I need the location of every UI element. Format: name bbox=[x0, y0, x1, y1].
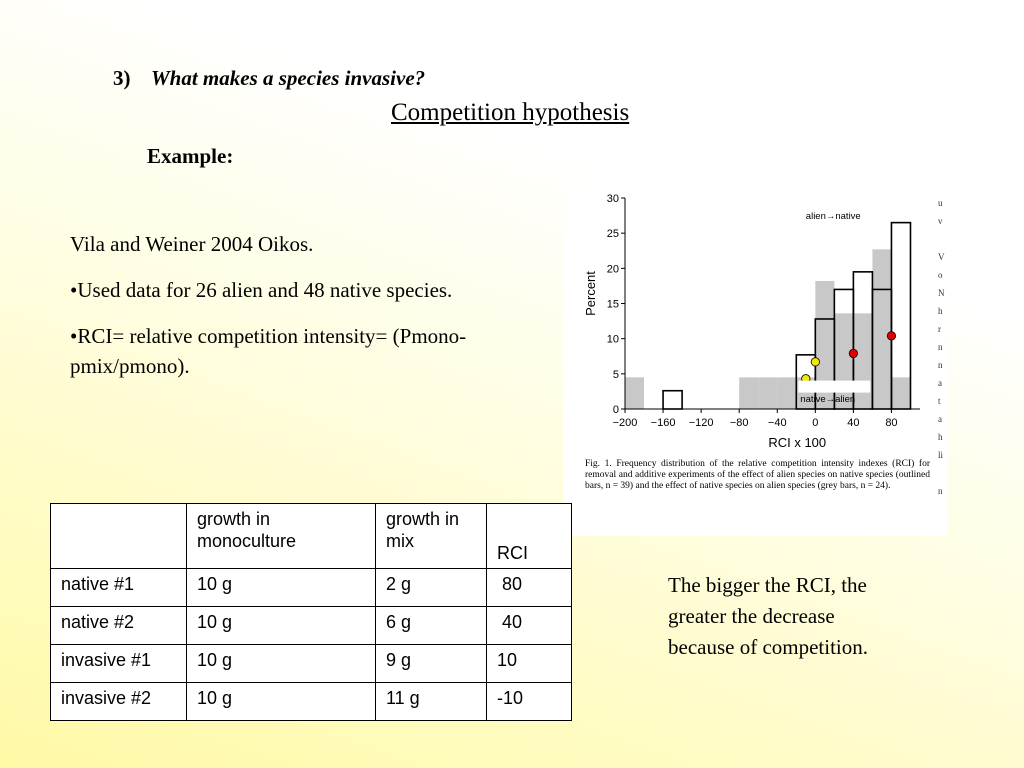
table-cell: native #2 bbox=[51, 607, 187, 645]
grey-bar bbox=[872, 249, 891, 409]
legend-alien-native: alien→native bbox=[805, 211, 861, 223]
y-tick-label: 20 bbox=[606, 263, 619, 276]
table-cell: 6 g bbox=[376, 607, 487, 645]
y-axis-label: Percent bbox=[583, 271, 598, 316]
table-cell: 80 bbox=[487, 569, 572, 607]
side-mark: n bbox=[938, 360, 943, 370]
data-point bbox=[849, 349, 857, 357]
side-mark: v bbox=[938, 216, 943, 226]
side-mark: li bbox=[938, 450, 944, 460]
rci-histogram bbox=[563, 186, 938, 456]
side-mark: a bbox=[938, 414, 942, 424]
table-cell: invasive #2 bbox=[51, 683, 187, 721]
y-tick-label: 10 bbox=[606, 333, 619, 346]
side-mark: n bbox=[938, 342, 943, 352]
table-header-row bbox=[51, 504, 572, 569]
side-mark: t bbox=[938, 396, 941, 406]
slide-subtitle: Competition hypothesis bbox=[391, 99, 630, 126]
table-cell: 11 g bbox=[376, 683, 487, 721]
data-point bbox=[887, 332, 895, 340]
figure-caption: Fig. 1. Frequency distribution of the relative competition intensity indexes (RCI) for removal and additive experiments of the effect of alien species on native species (outlined bars, n = 39) and the effect of native species on alien species (grey bars, n = 24). bbox=[585, 459, 930, 491]
heading-number: 3) bbox=[113, 66, 131, 90]
outlined-bar bbox=[663, 391, 682, 409]
heading-text: What makes a species invasive? bbox=[151, 66, 426, 90]
table-row bbox=[51, 645, 572, 683]
side-mark: a bbox=[938, 378, 942, 388]
figure bbox=[563, 186, 948, 536]
x-tick-label: 0 bbox=[812, 417, 819, 429]
rci-table bbox=[50, 503, 572, 721]
y-tick-label: 0 bbox=[612, 404, 619, 416]
table-cell: 10 bbox=[487, 645, 572, 683]
citation: Vila and Weiner 2004 Oikos. bbox=[70, 232, 314, 256]
side-mark: u bbox=[938, 198, 943, 208]
y-tick-label: 25 bbox=[606, 228, 619, 241]
grey-bar bbox=[891, 377, 910, 409]
x-tick-label: −80 bbox=[729, 417, 749, 429]
side-mark: n bbox=[938, 486, 943, 496]
table-cell: -10 bbox=[487, 683, 572, 721]
example-label: Example: bbox=[147, 144, 234, 168]
x-tick-label: 40 bbox=[847, 417, 860, 429]
table-header-cell: growth in monoculture bbox=[187, 504, 376, 569]
table-cell: 2 g bbox=[376, 569, 487, 607]
side-mark: V bbox=[938, 252, 945, 262]
legend-native-alien: native→alien bbox=[800, 394, 856, 406]
side-mark: N bbox=[938, 288, 945, 298]
x-tick-label: −160 bbox=[650, 417, 676, 429]
table-cell: 9 g bbox=[376, 645, 487, 683]
rci-note: The bigger the RCI, the greater the decrease because of competition. bbox=[668, 573, 869, 659]
grey-bar bbox=[625, 377, 644, 409]
table-cell: invasive #1 bbox=[51, 645, 187, 683]
grey-bar bbox=[739, 377, 758, 409]
side-mark bbox=[938, 230, 948, 248]
figure-side-marks bbox=[938, 194, 948, 500]
side-mark: o bbox=[938, 270, 943, 280]
x-tick-label: −120 bbox=[688, 417, 714, 429]
x-tick-label: −200 bbox=[612, 417, 638, 429]
x-axis-label: RCI x 100 bbox=[768, 435, 827, 450]
table-row bbox=[51, 569, 572, 607]
side-mark bbox=[938, 464, 948, 482]
table-cell: 10 g bbox=[187, 569, 376, 607]
table-header-cell: growth in mix bbox=[376, 504, 487, 569]
body-text bbox=[70, 229, 530, 397]
table-cell: 10 g bbox=[187, 607, 376, 645]
y-tick-label: 30 bbox=[606, 193, 619, 205]
y-tick-label: 15 bbox=[606, 298, 619, 311]
bullet-data: •Used data for 26 alien and 48 native species. bbox=[70, 278, 453, 302]
table-cell: 10 g bbox=[187, 645, 376, 683]
y-tick-label: 5 bbox=[612, 368, 619, 381]
x-tick-label: −40 bbox=[767, 417, 787, 429]
table-header-cell: RCI bbox=[487, 504, 572, 569]
x-tick-label: 80 bbox=[885, 417, 898, 429]
slide-heading bbox=[113, 66, 425, 91]
table-row bbox=[51, 683, 572, 721]
bullet-rci: •RCI= relative competition intensity= (Pmono-pmix/pmono). bbox=[70, 324, 467, 378]
side-mark: h bbox=[938, 432, 943, 442]
table-cell: 40 bbox=[487, 607, 572, 645]
grey-bar bbox=[853, 313, 872, 409]
legend-native-alien-bg bbox=[798, 381, 870, 393]
table-cell: native #1 bbox=[51, 569, 187, 607]
table-row bbox=[51, 607, 572, 645]
grey-bar bbox=[777, 377, 796, 409]
table-cell: 10 g bbox=[187, 683, 376, 721]
table-header-cell bbox=[51, 504, 187, 569]
data-point bbox=[811, 358, 819, 366]
side-mark: r bbox=[938, 324, 941, 334]
side-mark: h bbox=[938, 306, 943, 316]
grey-bar bbox=[758, 377, 777, 409]
